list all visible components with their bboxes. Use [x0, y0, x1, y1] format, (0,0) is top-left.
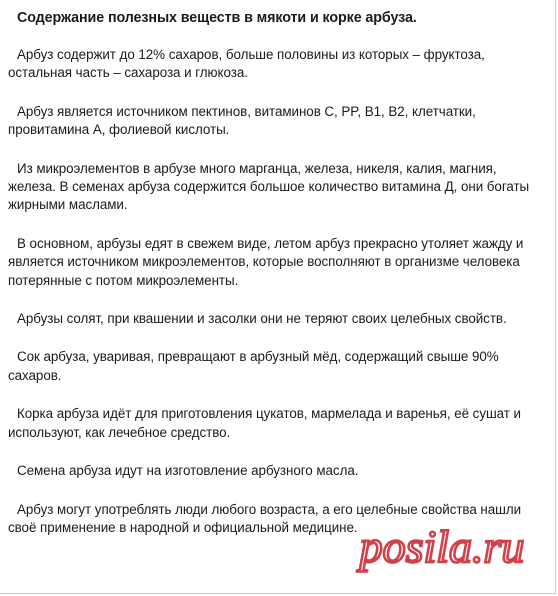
paragraph-salting: Арбузы солят, при квашении и засолки они не теряют своих целебных свойств.: [17, 311, 507, 327]
paragraph-fresh-use: В основном, арбузы едят в свежем виде, летом арбуз прекрасно утоляет жажду и является источником микроэлементов, которые восполняют в организме человека потерянные с потом микроэлементы.: [8, 235, 524, 288]
paragraph-vitamins: Арбуз является источником пектинов, витаминов С, PP, B1, B2, клетчатки, провитамина А, фолиевой кислоты.: [8, 103, 476, 138]
watermark-text: posila.ru: [359, 521, 525, 572]
paragraph-seeds: Семена арбуза идут на изготовление арбузного масла.: [17, 463, 359, 479]
paragraph-honey: Сок арбуза, уваривая, превращают в арбузный мёд, содержащий свыше 90% сахаров.: [8, 349, 499, 383]
article: [8, 9, 544, 537]
paragraph-sugars: Арбуз содержит до 12% сахаров, больше половины из которых – фруктоза, остальная часть – сахароза и глюкоза.: [8, 47, 485, 81]
paragraph-microelements: Из микроэлементов в арбузе много марганца, железа, никеля, калия, магния, железа. В семенах арбуза содержится большое количество витамина Д, они богаты жирными маслами.: [8, 160, 530, 213]
paragraph-rind: Корка арбуза идёт для приготовления цукатов, мармелада и варенья, её сушат и используют, как лечебное средство.: [8, 406, 521, 440]
article-title: Содержание полезных веществ в мякоти и корке арбуза.: [17, 10, 417, 26]
paragraph-medicine: Арбуз могут употреблять люди любого возраста, а его целебные свойства нашли своё применение в народной и официальной медицине.: [8, 501, 522, 535]
